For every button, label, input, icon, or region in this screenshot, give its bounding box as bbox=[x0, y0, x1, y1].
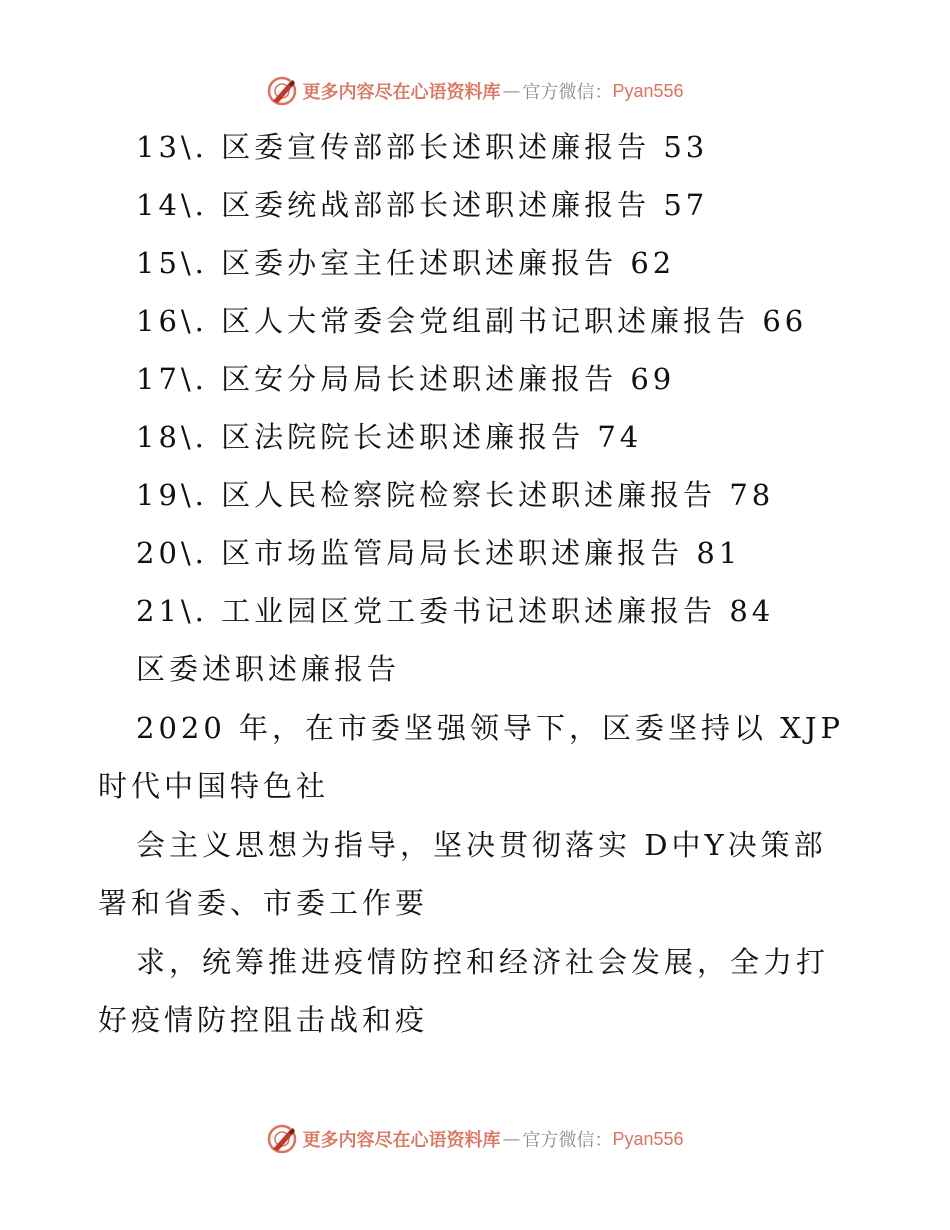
toc-entry-17: 17\. 区安分局局长述职述廉报告 69 bbox=[136, 362, 676, 396]
paragraph-line: 求，统筹推进疫情防控和经济社会发展，全力打 bbox=[136, 945, 830, 979]
paragraph-line: 2020 年，在市委坚强领导下，区委坚持以 XJP bbox=[136, 711, 845, 745]
watermark-sub-text: 官方微信： bbox=[522, 82, 613, 103]
paragraph-line: 时代中国特色社 bbox=[98, 769, 330, 803]
toc-entry-19: 19\. 区人民检察院检察长述职述廉报告 78 bbox=[136, 478, 775, 512]
watermark-dash: — bbox=[502, 80, 521, 102]
toc-entry-14: 14\. 区委统战部部长述职述廉报告 57 bbox=[136, 188, 709, 222]
watermark-sub-text: 官方微信： bbox=[522, 1130, 613, 1151]
section-title: 区委述职述廉报告 bbox=[136, 652, 401, 686]
paragraph-line: 好疫情防控阻击战和疫 bbox=[98, 1003, 429, 1037]
toc-entry-16: 16\. 区人大常委会党组副书记职述廉报告 66 bbox=[136, 304, 808, 338]
watermark-dash: — bbox=[502, 1128, 521, 1150]
paragraph-line: 署和省委、市委工作要 bbox=[98, 886, 429, 920]
watermark-footer bbox=[0, 1122, 950, 1156]
watermark-main-text: 更多内容尽在心语资料库 bbox=[302, 82, 501, 103]
watermark-main-text: 更多内容尽在心语资料库 bbox=[302, 1130, 501, 1151]
watermark-header bbox=[0, 74, 950, 108]
toc-entry-20: 20\. 区市场监管局局长述职述廉报告 81 bbox=[136, 536, 742, 570]
toc-entry-15: 15\. 区委办室主任述职述廉报告 62 bbox=[136, 246, 676, 280]
toc-entry-18: 18\. 区法院院长述职述廉报告 74 bbox=[136, 420, 643, 454]
pen-logo-icon bbox=[266, 75, 298, 107]
toc-entry-21: 21\. 工业园区党工委书记述职述廉报告 84 bbox=[136, 594, 775, 628]
toc-entry-13: 13\. 区委宣传部部长述职述廉报告 53 bbox=[136, 130, 709, 164]
watermark-wechat-id: Pyan556 bbox=[612, 80, 684, 101]
watermark-wechat-id: Pyan556 bbox=[612, 1128, 684, 1149]
paragraph-line: 会主义思想为指导，坚决贯彻落实 D中Y决策部 bbox=[136, 828, 827, 862]
pen-logo-icon bbox=[266, 1123, 298, 1155]
